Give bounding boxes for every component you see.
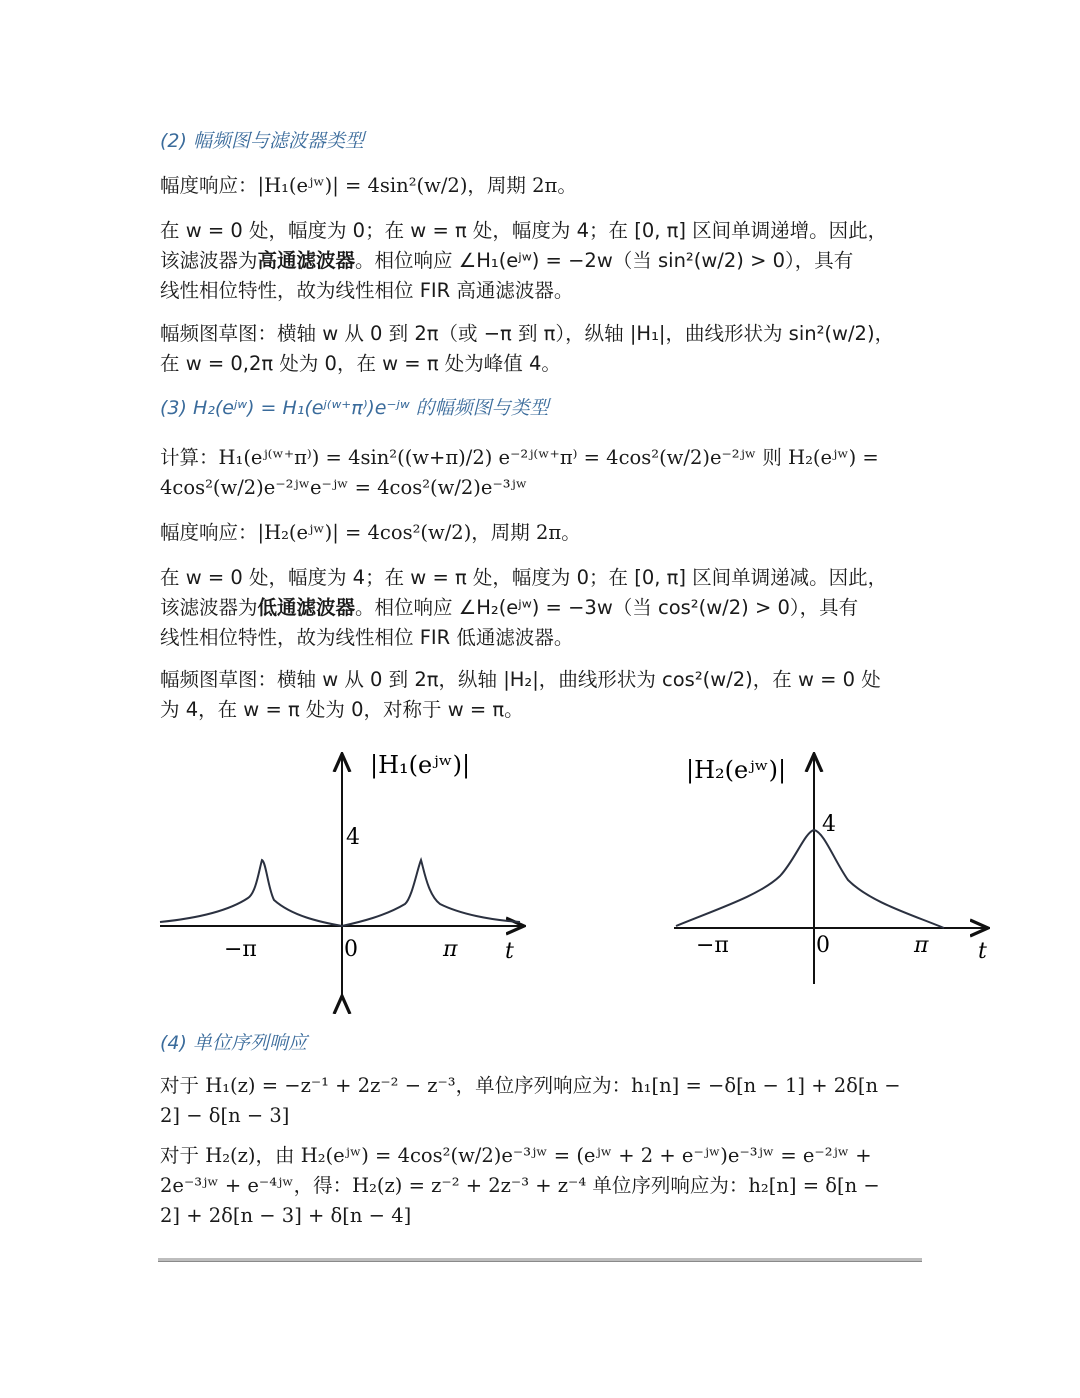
fig1-pi: π bbox=[443, 937, 458, 962]
h1-sketch-line-1: 幅频图草图：横轴 w 从 0 到 2π（或 −π 到 π），纵轴 |H₁|，曲线形状为 sin²(w/2)， bbox=[160, 322, 895, 345]
fig2-pi: π bbox=[914, 933, 929, 958]
h1-desc-line-3: 线性相位特性，故为线性相位 FIR 高通滤波器。 bbox=[160, 279, 574, 302]
h2-amplitude-text: 幅度响应：|H₂(eʲʷ)| = 4cos²(w/2)，周期 2π。 bbox=[160, 521, 581, 544]
fig2-zero: 0 bbox=[816, 933, 830, 958]
fig1-zero: 0 bbox=[344, 937, 358, 962]
h1-desc-line-2: 该滤波器为高通滤波器。相位响应 ∠H₁(eʲʷ) = −2w（当 sin²(w/2) > 0），具有 bbox=[160, 249, 854, 272]
h2-impulse-line-1: 对于 H₂(z)，由 H₂(eʲʷ) = 4cos²(w/2)e⁻³ʲʷ = (eʲʷ + 2 + e⁻ʲʷ)e⁻³ʲʷ = e⁻²ʲʷ + bbox=[160, 1144, 872, 1167]
section-4-heading: (4) 单位序列响应 bbox=[160, 1032, 307, 1054]
fig2-curve bbox=[676, 830, 944, 928]
h2-desc-line-3: 线性相位特性，故为线性相位 FIR 低通滤波器。 bbox=[160, 626, 574, 649]
h2-impulse-line-3: 2] + 2δ[n − 3] + δ[n − 4] bbox=[160, 1204, 412, 1227]
fig1-curve bbox=[160, 860, 520, 926]
lowpass-label: 低通滤波器 bbox=[257, 596, 356, 619]
h1-sketch-line-2: 在 w = 0,2π 处为 0，在 w = π 处为峰值 4。 bbox=[160, 352, 561, 375]
fig1-peak-label: 4 bbox=[346, 825, 360, 850]
footer-divider bbox=[158, 1258, 922, 1262]
fig2-neg-pi: −π bbox=[696, 933, 729, 958]
h2-impulse-line-2: 2e⁻³ʲʷ + e⁻⁴ʲʷ，得：H₂(z) = z⁻² + 2z⁻³ + z⁻⁴ 单位序列响应为：h₂[n] = δ[n − bbox=[160, 1174, 880, 1197]
fig2-t: t bbox=[978, 939, 987, 964]
h1-amplitude-text: 幅度响应：|H₁(eʲʷ)| = 4sin²(w/2)，周期 2π。 bbox=[160, 174, 577, 197]
fig1-neg-pi: −π bbox=[224, 937, 257, 962]
h2-desc-line-2: 该滤波器为低通滤波器。相位响应 ∠H₂(eʲʷ) = −3w（当 cos²(w/2) > 0），具有 bbox=[160, 596, 859, 619]
h1-impulse-line-1: 对于 H₁(z) = −z⁻¹ + 2z⁻² − z⁻³，单位序列响应为：h₁[n] = −δ[n − 1] + 2δ[n − bbox=[160, 1074, 901, 1097]
fig2-title: |H₂(eʲʷ)| bbox=[686, 756, 787, 784]
h1-desc-line-1: 在 w = 0 处，幅度为 0；在 w = π 处，幅度为 4；在 [0, π] 区间单调递增。因此， bbox=[160, 219, 888, 242]
h2-sketch-line-2: 为 4，在 w = π 处为 0，对称于 w = π。 bbox=[160, 698, 524, 721]
section-3-heading: (3) H₂(eʲʷ) = H₁(eʲ⁽ʷ⁺π⁾)e⁻ʲʷ 的幅频图与类型 bbox=[160, 397, 549, 419]
calc-line-1: 计算：H₁(eʲ⁽ʷ⁺π⁾) = 4sin²((w+π)/2) e⁻²ʲ⁽ʷ⁺π⁾ = 4cos²(w/2)e⁻²ʲʷ 则 H₂(eʲʷ) = bbox=[160, 446, 879, 469]
section-2-heading: (2) 幅频图与滤波器类型 bbox=[160, 130, 364, 152]
fig1-title: |H₁(eʲʷ)| bbox=[370, 751, 471, 779]
highpass-label: 高通滤波器 bbox=[257, 249, 356, 272]
h1-impulse-line-2: 2] − δ[n − 3] bbox=[160, 1104, 290, 1127]
figure-h2 bbox=[674, 756, 987, 984]
h2-desc-line-1: 在 w = 0 处，幅度为 4；在 w = π 处，幅度为 0；在 [0, π] 区间单调递减。因此， bbox=[160, 566, 888, 589]
fig1-t: t bbox=[505, 939, 514, 964]
h2-sketch-line-1: 幅频图草图：横轴 w 从 0 到 2π，纵轴 |H₂|，曲线形状为 cos²(w/2)，在 w = 0 处 bbox=[160, 668, 881, 691]
figure-h1 bbox=[160, 751, 522, 998]
calc-line-2: 4cos²(w/2)e⁻²ʲʷe⁻ʲʷ = 4cos²(w/2)e⁻³ʲʷ bbox=[160, 476, 528, 499]
fig2-peak-label: 4 bbox=[822, 812, 836, 837]
